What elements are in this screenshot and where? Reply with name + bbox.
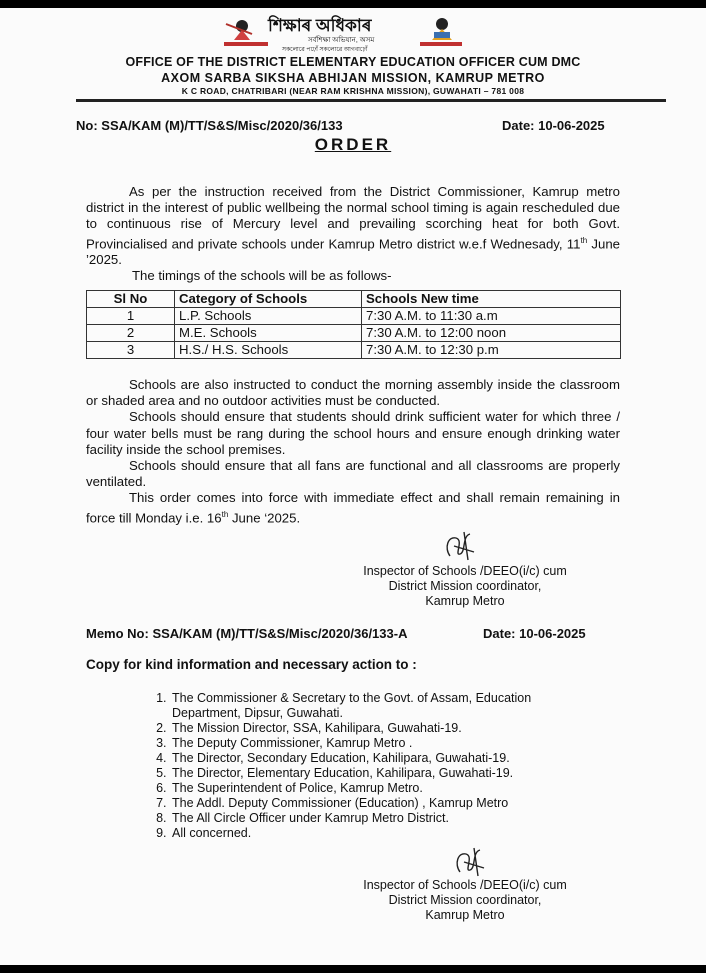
- signatory-title: Inspector of Schools /DEEO(i/c) cum: [363, 878, 567, 892]
- intro-paragraph: As per the instruction received from the District Commissioner, Kamrup metro district in the interest of public wellbeing the normal school timing is again rescheduled due to continuous rise of Mercury level and prevailing scorching heat for both Govt. Provincialised and private schools under Kamrup Metro district w.e.f Wednesady, 11th June ’2025. The timings of the schools will be as follows-: [86, 184, 620, 284]
- school-timings-table: [86, 290, 621, 359]
- table-cell: 7:30 A.M. to 12:30 p.m: [362, 342, 621, 359]
- table-row: [87, 325, 621, 342]
- memo-number: Memo No: SSA/KAM (M)/TT/S&S/Misc/2020/36/133-A: [86, 626, 408, 641]
- letterhead-divider: [76, 99, 666, 102]
- signatory-role: District Mission coordinator,: [388, 579, 542, 593]
- list-item: 8. The All Circle Officer under Kamrup Metro District.: [170, 811, 590, 826]
- table-header-row: [87, 291, 621, 308]
- signatory-district: Kamrup Metro: [425, 594, 505, 608]
- column-header: Category of Schools: [175, 291, 362, 308]
- table-row: [87, 342, 621, 359]
- child-reading-icon: [418, 14, 464, 52]
- signatory-role: District Mission coordinator,: [388, 893, 542, 907]
- list-item: 6. The Superintendent of Police, Kamrup Metro.: [170, 781, 590, 796]
- office-address: K C ROAD, CHATRIBARI (NEAR RAM KRISHNA MISSION), GUWAHATI – 781 008: [181, 86, 525, 96]
- logo-tagline: সকলোৱে পঢ়োঁ সকলোৱে আগবাঢ়োঁ: [282, 47, 368, 53]
- recipient-list: [112, 691, 590, 841]
- order-date: Date: 10-06-2025: [502, 118, 605, 133]
- table-cell: H.S./ H.S. Schools: [175, 342, 362, 359]
- logo-subtitle: সৰ্বশিক্ষা অভিযান, অসম: [308, 37, 375, 44]
- order-document: [0, 8, 706, 965]
- list-item: 7. The Addl. Deputy Commissioner (Education) , Kamrup Metro: [170, 796, 590, 811]
- handwritten-signature: [450, 842, 490, 882]
- table-cell: 7:30 A.M. to 11:30 a.m: [362, 308, 621, 325]
- table-cell: 3: [87, 342, 175, 359]
- order-reference-number: No: SSA/KAM (M)/TT/S&S/Misc/2020/36/133: [76, 118, 343, 133]
- memo-date: Date: 10-06-2025: [483, 626, 586, 641]
- table-row: [87, 308, 621, 325]
- copy-to-heading: Copy for kind information and necessary action to :: [86, 657, 417, 672]
- table-cell: 2: [87, 325, 175, 342]
- mission-name: AXOM SARBA SIKSHA ABHIJAN MISSION, KAMRUP METRO: [161, 71, 545, 85]
- table-cell: M.E. Schools: [175, 325, 362, 342]
- list-item: 4. The Director, Secondary Education, Kahilipara, Guwahati-19.: [170, 751, 590, 766]
- list-item: 3. The Deputy Commissioner, Kamrup Metro .: [170, 736, 590, 751]
- signature-block: [340, 878, 590, 923]
- order-title: ORDER: [314, 135, 392, 154]
- list-item: 5. The Director, Elementary Education, Kahilipara, Guwahati-19.: [170, 766, 590, 781]
- signature-block: [340, 564, 590, 609]
- signatory-title: Inspector of Schools /DEEO(i/c) cum: [363, 564, 567, 578]
- water-paragraph: Schools should ensure that students should drink sufficient water for which three / four water bells must be rang during the school hours and ensure enough drinking water facility inside the school premises.: [86, 409, 620, 457]
- table-cell: 7:30 A.M. to 12:00 noon: [362, 325, 621, 342]
- list-item: 2. The Mission Director, SSA, Kahilipara, Guwahati-19.: [170, 721, 590, 736]
- column-header: Sl No: [87, 291, 175, 308]
- assembly-paragraph: Schools are also instructed to conduct the morning assembly inside the classroom or shaded area and no outdoor activities must be conducted.: [86, 377, 620, 409]
- table-cell: 1: [87, 308, 175, 325]
- handwritten-signature: [440, 526, 480, 566]
- list-item: 9. All concerned.: [170, 826, 590, 841]
- list-item: 1. The Commissioner & Secretary to the Govt. of Assam, Education Department, Dipsur, Guwahati.: [170, 691, 590, 721]
- instructions-block: [86, 377, 620, 526]
- signatory-district: Kamrup Metro: [425, 908, 505, 922]
- logo-title: শিক্ষাৰ অধিকাৰ: [268, 16, 372, 35]
- office-name: OFFICE OF THE DISTRICT ELEMENTARY EDUCATION OFFICER CUM DMC: [125, 55, 581, 69]
- table-cell: L.P. Schools: [175, 308, 362, 325]
- column-header: Schools New time: [362, 291, 621, 308]
- effect-paragraph: This order comes into force with immediate effect and shall remain remaining in force till Monday i.e. 16th June ‘2025.: [86, 490, 620, 526]
- child-with-pencil-icon: [222, 14, 270, 52]
- timings-intro: The timings of the schools will be as follows-: [132, 268, 392, 284]
- fans-paragraph: Schools should ensure that all fans are functional and all classrooms are properly ventilated.: [86, 458, 620, 490]
